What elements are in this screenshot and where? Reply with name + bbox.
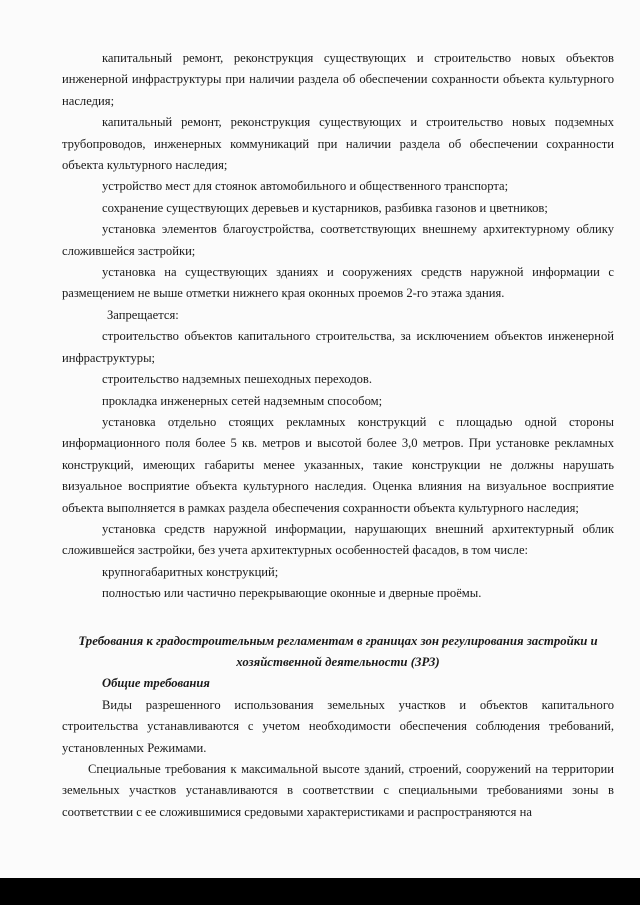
prohibited-item: установка средств наружной информации, нарушающих внешний архитектурный облик сложившейся застройки, без учета архитектурных особенностей фасадов, в том числе: <box>62 521 614 558</box>
section-heading: Требования к градостроительным регламентам в границах зон регулирования застройки и хозяйственной деятельности (ЗРЗ) <box>78 633 598 669</box>
paragraph-outdoor-info: установка на существующих зданиях и сооружениях средств наружной информации с размещением не выше отметки нижнего края оконных проемов 2-го этажа здания. <box>62 265 614 301</box>
section-spacer <box>62 605 614 615</box>
document-body <box>62 48 614 823</box>
paragraph-parking: устройство мест для стоянок автомобильного и общественного транспорта; <box>102 179 509 194</box>
prohibited-item: строительство надземных пешеходных переходов. <box>102 372 373 387</box>
general-requirements-heading: Общие требования <box>102 676 210 691</box>
paragraph-trees: сохранение существующих деревьев и кустарников, разбивка газонов и цветников; <box>102 200 548 215</box>
prohibited-item: крупногабаритных конструкций; <box>102 564 279 579</box>
paragraph-engineering-infrastructure: капитальный ремонт, реконструкция существующих и строительство новых объектов инженерной инфраструктуры при наличии раздела об обеспечении сохранности объекта культурного наследия; <box>62 51 614 108</box>
paragraph-improvement-elements: установка элементов благоустройства, соответствующих внешнему архитектурному облику сложившейся застройки; <box>62 222 614 258</box>
paragraph-permitted-use: Виды разрешенного использования земельных участков и объектов капитального строительства устанавливаются с учетом необходимости обеспечения соблюдения требований, установленных Режимами. <box>62 697 614 755</box>
paragraph-height-requirements: Специальные требования к максимальной высоте зданий, строений, сооружений на территории земельных участков устанавливаются в соответствии с специальными требованиями зоны в соответствии с ее сложившимися средовыми характеристиками и распространяются на <box>62 762 614 819</box>
prohibited-item: установка отдельно стоящих рекламных конструкций с площадью одной стороны информационного поля более 5 кв. метров и высотой более 3,0 метров. При установке рекламных конструкций, имеющих габариты менее указанных, такие конструкции не должны нарушать визуальное восприятие объекта культурного наследия. Оценка влияния на визуальное восприятие объекта выполняется в рамках раздела обеспечения сохранности объекта культурного наследия; <box>62 414 614 515</box>
prohibited-item: полностью или частично перекрывающие оконные и дверные проёмы. <box>102 586 482 601</box>
prohibited-item: строительство объектов капитального строительства, за исключением объектов инженерной инфраструктуры; <box>62 329 614 365</box>
prohibited-item: прокладка инженерных сетей надземным способом; <box>102 393 383 408</box>
paragraph-underground-pipelines: капитальный ремонт, реконструкция существующих и строительство новых подземных трубопроводов, инженерных коммуникаций при наличии раздела об обеспечении сохранности объекта культурного наследия; <box>62 115 614 173</box>
prohibited-label: Запрещается: <box>107 307 179 322</box>
scan-bottom-edge <box>0 878 640 905</box>
